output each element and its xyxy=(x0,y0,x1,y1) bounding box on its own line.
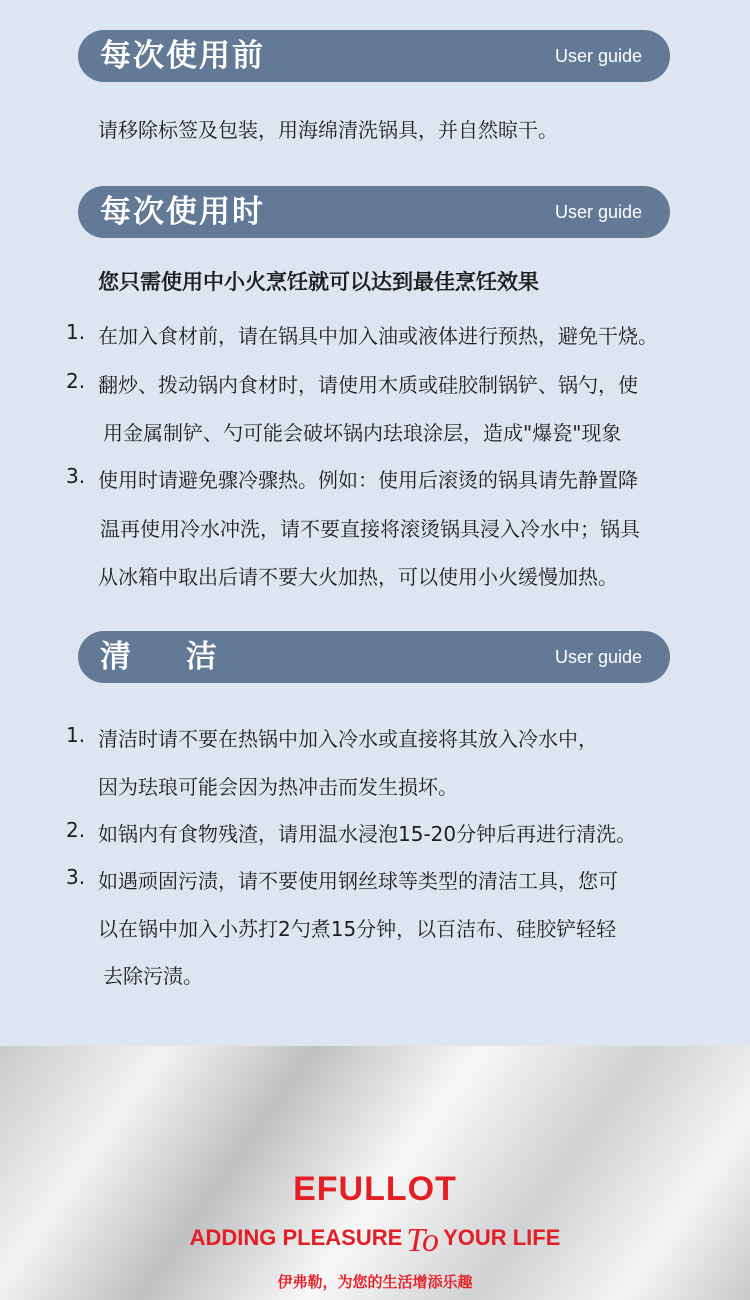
section-tag: User guide xyxy=(554,647,642,667)
list-item-line: 用金属制铲、勺可能会破坏锅内珐琅涂层，造成"爆瓷"现象 xyxy=(103,421,622,445)
section-header-cleaning xyxy=(78,631,670,683)
list-number: 2. xyxy=(66,818,86,842)
list-item-line: 清洁时请不要在热锅中加入冷水或直接将其放入冷水中， xyxy=(98,727,598,751)
list-number: 1. xyxy=(66,320,86,344)
list-item-line: 如遇顽固污渍，请不要使用钢丝球等类型的清洁工具，您可 xyxy=(98,869,618,893)
slogan-to: To xyxy=(406,1222,440,1259)
section-title: 清 洁 xyxy=(100,639,239,675)
list-item-line: 从冰箱中取出后请不要大火加热，可以使用小火缓慢加热。 xyxy=(98,565,618,589)
list-item-line: 翻炒、拨动锅内食材时，请使用木质或硅胶制锅铲、锅勺，使 xyxy=(98,373,638,397)
list-number: 1. xyxy=(66,723,86,747)
list-item-line: 如锅内有食物残渣，请用温水浸泡15-20分钟后再进行清洗。 xyxy=(98,822,637,846)
before-use-text: 请移除标签及包装，用海绵清洗锅具，并自然晾干。 xyxy=(98,118,558,142)
brand-footer xyxy=(0,1046,750,1300)
list-item-line: 以在锅中加入小苏打2勺煮15分钟，以百洁布、硅胶铲轻轻 xyxy=(98,917,617,941)
list-item-line: 使用时请避免骤冷骤热。例如：使用后滚烫的锅具请先静置降 xyxy=(98,468,638,492)
list-number: 3. xyxy=(66,464,86,488)
section-title: 每次使用前 xyxy=(100,38,265,74)
section-header-before-use xyxy=(78,30,670,82)
section-title: 每次使用时 xyxy=(100,194,265,230)
section-tag: User guide xyxy=(554,46,642,66)
slogan-left: ADDING PLEASURE xyxy=(189,1225,403,1250)
brand-logo: EFULLOT xyxy=(293,1170,457,1208)
list-number: 3. xyxy=(66,865,86,889)
slogan-right: YOUR LIFE xyxy=(443,1225,561,1250)
list-item-line: 在加入食材前，请在锅具中加入油或液体进行预热，避免干烧。 xyxy=(98,324,658,348)
list-item-line: 去除污渍。 xyxy=(103,964,203,988)
list-item-line: 温再使用冷水冲洗，请不要直接将滚烫锅具浸入冷水中；锅具 xyxy=(100,517,640,541)
brand-tagline: 伊弗勒，为您的生活增添乐趣 xyxy=(277,1273,473,1291)
brand-slogan xyxy=(0,1216,750,1259)
section-tag: User guide xyxy=(554,202,642,222)
during-use-lead: 您只需使用中小火烹饪就可以达到最佳烹饪效果 xyxy=(98,270,539,294)
section-header-during-use xyxy=(78,186,670,238)
list-number: 2. xyxy=(66,369,86,393)
list-item-line: 因为珐琅可能会因为热冲击而发生损坏。 xyxy=(98,775,458,799)
